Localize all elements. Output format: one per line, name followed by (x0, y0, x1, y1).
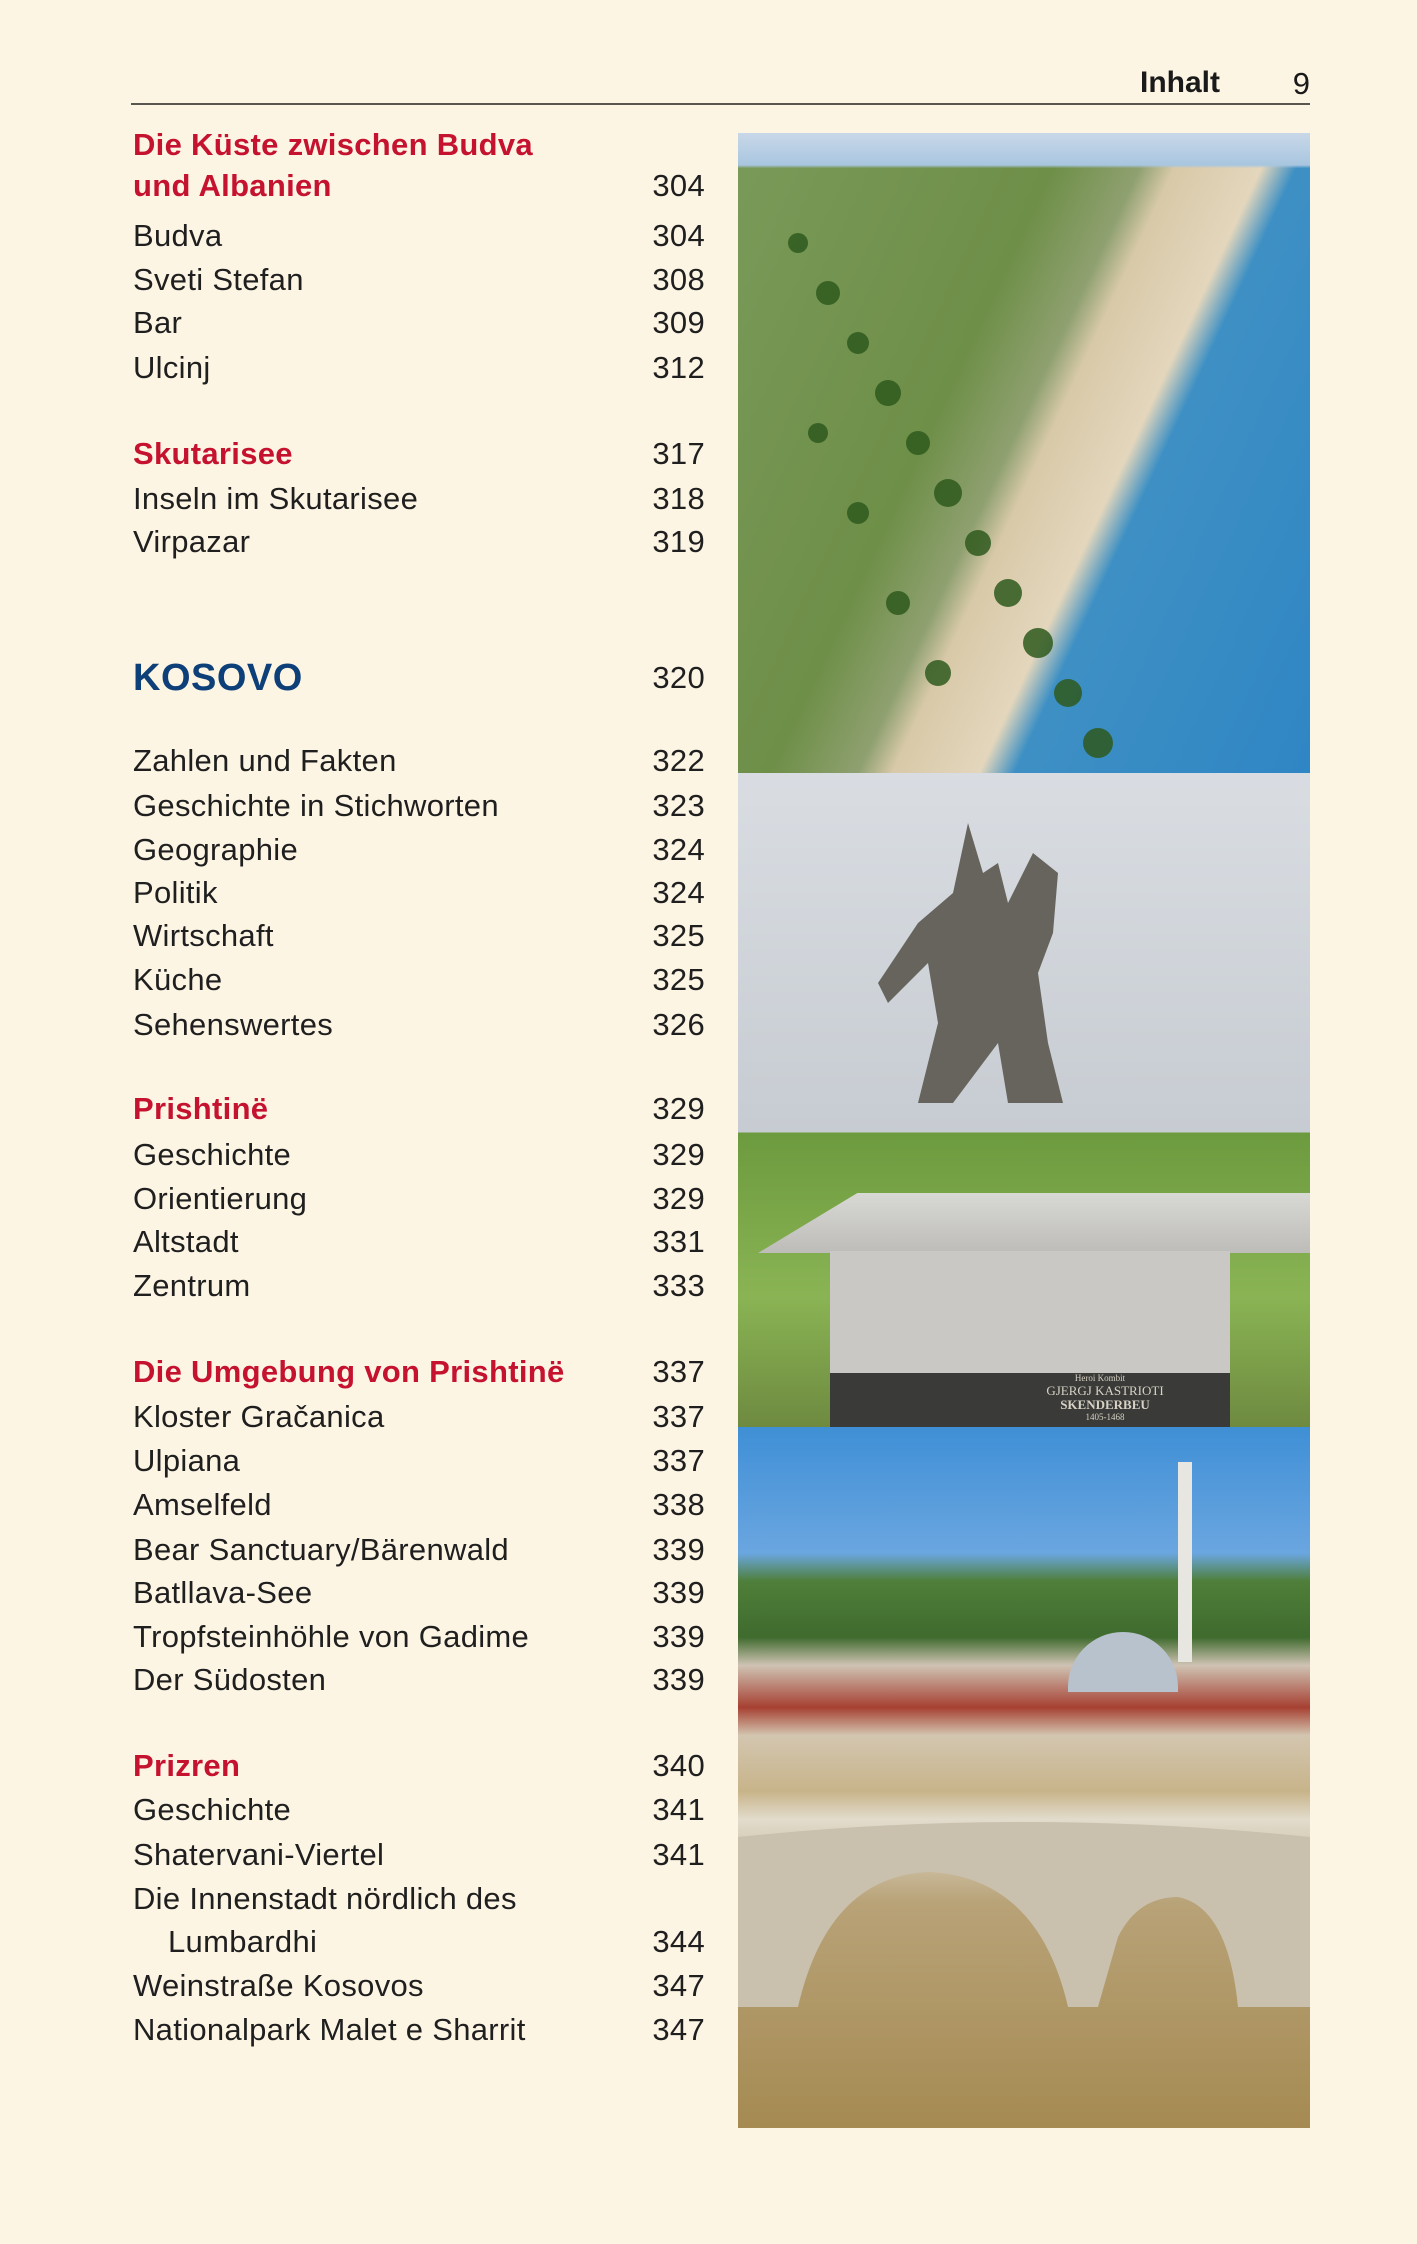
toc-page: 325 (652, 918, 705, 953)
toc-country-label: KOSOVO (133, 657, 303, 699)
toc-page: 329 (652, 1137, 705, 1172)
toc-row[interactable] (133, 1788, 705, 1832)
toc-row[interactable] (133, 1003, 705, 1047)
toc-row[interactable] (133, 1658, 705, 1702)
toc-label: und Albanien (133, 168, 332, 203)
toc-label: Ulpiana (133, 1443, 241, 1478)
toc-row[interactable] (133, 914, 705, 958)
toc-row[interactable] (133, 1220, 705, 1264)
toc-label: Bear Sanctuary/Bärenwald (133, 1532, 509, 1567)
toc-page: 347 (652, 1968, 705, 2003)
toc-page: 319 (652, 524, 705, 559)
toc-label: Lumbardhi (168, 1924, 318, 1959)
toc-label: Sveti Stefan (133, 262, 304, 297)
toc-label: Prishtinë (133, 1091, 269, 1126)
toc-page: 344 (652, 1924, 705, 1959)
toc-label: Bar (133, 305, 183, 340)
toc-page: 325 (652, 962, 705, 997)
toc-page: 339 (652, 1619, 705, 1654)
toc-page: 329 (652, 1181, 705, 1216)
toc-label: Amselfeld (133, 1487, 272, 1522)
toc-row[interactable] (133, 1087, 705, 1131)
toc-row[interactable] (133, 1350, 705, 1394)
stone-bridge (738, 1817, 1310, 2007)
photo-skanderbeg-statue (738, 773, 1310, 1427)
toc-row[interactable] (133, 958, 705, 1002)
toc-row[interactable] (133, 477, 705, 521)
toc-row[interactable] (133, 1615, 705, 1659)
toc-page: 341 (652, 1792, 705, 1827)
toc-label: Ulcinj (133, 350, 211, 385)
statue-silhouette (858, 813, 1118, 1113)
header-page-number: 9 (1292, 66, 1310, 101)
toc-page: 320 (652, 660, 705, 695)
minaret (1178, 1462, 1192, 1662)
toc-page: 324 (652, 832, 705, 867)
toc-page: 339 (652, 1532, 705, 1567)
toc-label: Tropfsteinhöhle von Gadime (133, 1619, 530, 1654)
toc-page: 329 (652, 1091, 705, 1126)
toc-page: 333 (652, 1268, 705, 1303)
toc-row[interactable] (133, 346, 705, 390)
toc-page: 326 (652, 1007, 705, 1042)
header-title: Inhalt (1140, 66, 1220, 99)
toc-page: 331 (652, 1224, 705, 1259)
toc-row[interactable] (133, 1264, 705, 1308)
toc-label: Küche (133, 962, 223, 997)
toc-label: Geschichte in Stichworten (133, 788, 499, 823)
toc-label: Inseln im Skutarisee (133, 481, 419, 516)
toc-row[interactable] (133, 2008, 705, 2052)
toc-page: 324 (652, 875, 705, 910)
toc-label: Wirtschaft (133, 918, 274, 953)
toc-row[interactable] (133, 520, 705, 564)
toc-row[interactable] (133, 828, 705, 872)
toc-page: 308 (652, 262, 705, 297)
toc-label: Kloster Gračanica (133, 1399, 385, 1434)
photo-prizren-bridge (738, 1427, 1310, 2128)
toc-page: 323 (652, 788, 705, 823)
toc-label: Zentrum (133, 1268, 251, 1303)
toc-label: Batllava-See (133, 1575, 313, 1610)
toc-label: Sehenswertes (133, 1007, 334, 1042)
toc-page: 338 (652, 1487, 705, 1522)
toc-row[interactable] (133, 123, 705, 167)
toc-row[interactable] (133, 432, 705, 476)
pedestal-top (758, 1193, 1310, 1253)
toc-label: Der Südosten (133, 1662, 327, 1697)
plaque-line: GJERGJ KASTRIOTI (1046, 1383, 1164, 1398)
toc-page: 309 (652, 305, 705, 340)
toc-page: 318 (652, 481, 705, 516)
toc-row[interactable] (133, 1483, 705, 1527)
toc-row[interactable] (133, 656, 705, 700)
trees-decoration (738, 133, 1310, 773)
toc-page: 347 (652, 2012, 705, 2047)
toc-row[interactable] (133, 164, 705, 208)
toc-row[interactable] (133, 1177, 705, 1221)
toc-label: Nationalpark Malet e Sharrit (133, 2012, 526, 2047)
toc-page: 337 (652, 1443, 705, 1478)
toc-row[interactable] (133, 1439, 705, 1483)
toc-row[interactable] (133, 1964, 705, 2008)
toc-label: Skutarisee (133, 436, 293, 471)
toc-label: Budva (133, 218, 223, 253)
plaque-line: SKENDERBEU (1060, 1397, 1150, 1412)
toc-row[interactable] (133, 1744, 705, 1788)
statue-plaque (830, 1373, 1230, 1427)
toc-page: 340 (652, 1748, 705, 1783)
toc-label: Prizren (133, 1748, 241, 1783)
toc-page: 341 (652, 1837, 705, 1872)
toc-page: 339 (652, 1575, 705, 1610)
toc-row[interactable] (133, 1395, 705, 1439)
toc-row[interactable] (133, 258, 705, 302)
toc-page: 317 (652, 436, 705, 471)
toc-row[interactable] (133, 739, 705, 783)
toc-page: 304 (652, 218, 705, 253)
toc-label: Politik (133, 875, 218, 910)
toc-label: Altstadt (133, 1224, 239, 1259)
plaque-line: 1405-1468 (1085, 1412, 1125, 1422)
header-rule (131, 103, 1310, 105)
plaque-line: Heroi Kombit (1074, 1373, 1126, 1383)
toc-page: 322 (652, 743, 705, 778)
toc-label: Geographie (133, 832, 299, 867)
toc-row[interactable] (133, 1833, 705, 1877)
toc-page: 337 (652, 1399, 705, 1434)
toc-row[interactable] (133, 871, 705, 915)
toc-label: Die Innenstadt nördlich des (133, 1881, 517, 1916)
photo-coast-aerial (738, 133, 1310, 773)
toc-page: 304 (652, 168, 705, 203)
toc-row[interactable] (133, 301, 705, 345)
toc-page: 339 (652, 1662, 705, 1697)
toc-label: Geschichte (133, 1792, 292, 1827)
toc-label: Die Küste zwischen Budva (133, 127, 533, 162)
toc-page: 312 (652, 350, 705, 385)
toc-label: Orientierung (133, 1181, 308, 1216)
toc-row[interactable] (133, 1571, 705, 1615)
toc-page: 337 (652, 1354, 705, 1389)
toc-row[interactable] (133, 784, 705, 828)
toc-row[interactable] (133, 1920, 705, 1964)
toc-label: Geschichte (133, 1137, 292, 1172)
toc-label: Weinstraße Kosovos (133, 1968, 424, 2003)
toc-row[interactable] (133, 1528, 705, 1572)
toc-label: Virpazar (133, 524, 251, 559)
toc-label: Shatervani-Viertel (133, 1837, 385, 1872)
mosque-dome (1068, 1632, 1178, 1692)
toc-label: Zahlen und Fakten (133, 743, 397, 778)
toc-row[interactable] (133, 1877, 705, 1921)
toc-row[interactable] (133, 1133, 705, 1177)
toc-label: Die Umgebung von Prishtinë (133, 1354, 565, 1389)
toc-row[interactable] (133, 214, 705, 258)
